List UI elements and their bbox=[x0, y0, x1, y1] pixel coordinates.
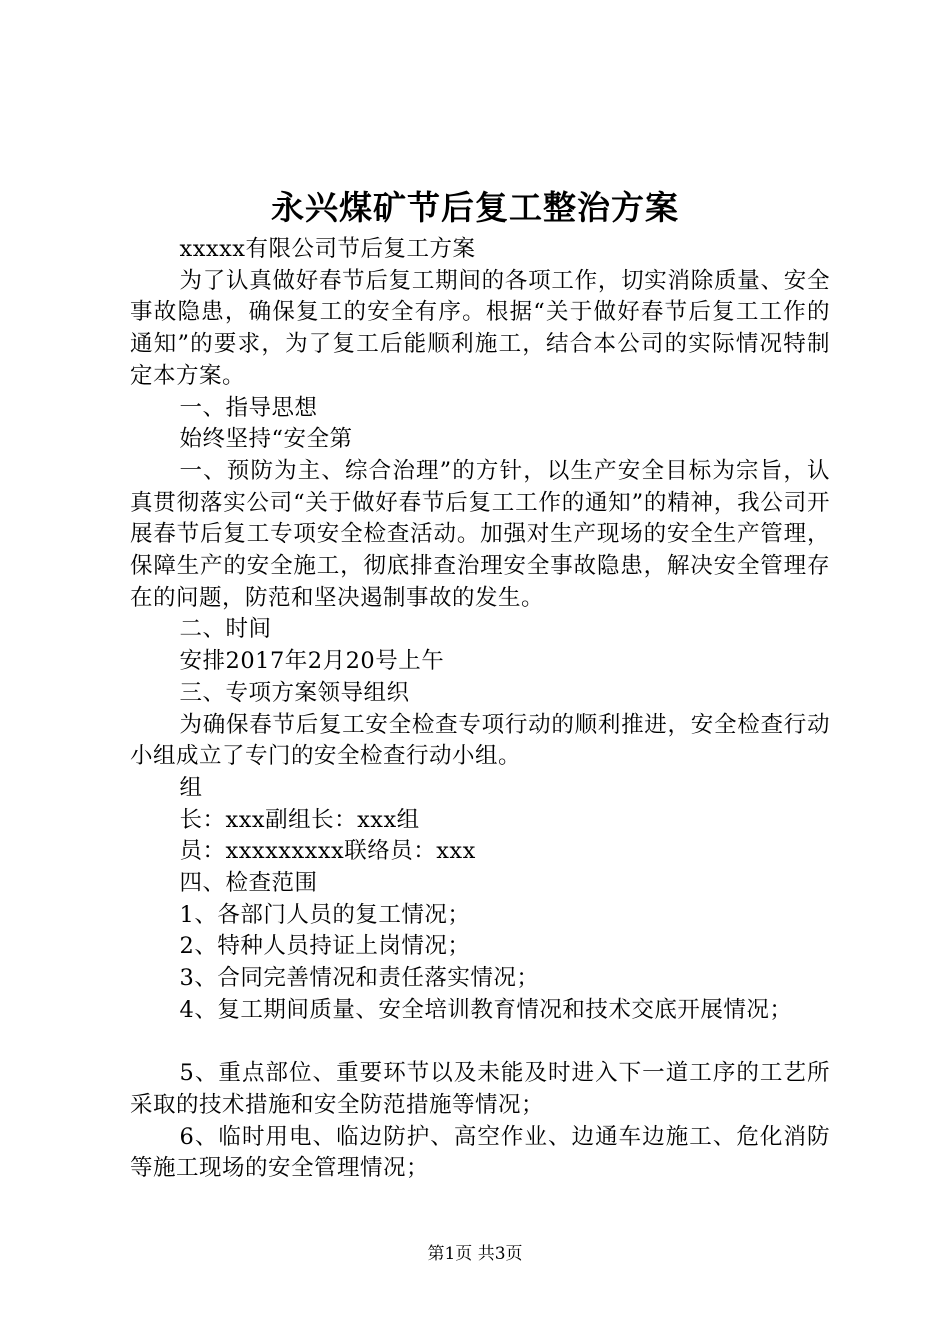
paragraph: 安排2017年2月20号上午 bbox=[179, 648, 445, 675]
paragraph: 长：xxx副组长：xxx组 bbox=[179, 806, 420, 833]
list-item: 4、复工期间质量、安全培训教育情况和技术交底开展情况； bbox=[179, 996, 793, 1023]
paragraph: 为了认真做好春节后复工期间的各项工作，切实消除质量、安全事故隐患，确保复工的安全有序。根据“关于做好春节后复工工作的通知”的要求，为了复工后能顺利施工，结合本公司的实际情况特制定本方案。 bbox=[130, 267, 830, 389]
paragraph: 组 bbox=[179, 774, 203, 801]
document-body bbox=[130, 234, 830, 1185]
document-title: 永兴煤矿节后复工整治方案 bbox=[271, 188, 679, 227]
paragraph: 始终坚持“安全第 bbox=[179, 426, 353, 453]
section-heading: 三、专项方案领导组织 bbox=[179, 679, 410, 706]
section-heading: 二、时间 bbox=[179, 616, 272, 643]
blank-line bbox=[130, 1027, 830, 1059]
paragraph: 员：xxxxxxxxx联络员：xxx bbox=[179, 838, 476, 865]
list-item: 6、临时用电、临边防护、高空作业、边通车边施工、危化消防等施工现场的安全管理情况； bbox=[130, 1123, 830, 1182]
section-heading: 四、检查范围 bbox=[179, 870, 318, 897]
paragraph: 为确保春节后复工安全检查专项行动的顺利推进，安全检查行动小组成立了专门的安全检查行动小组。 bbox=[130, 711, 830, 770]
list-item: 1、各部门人员的复工情况； bbox=[179, 901, 471, 928]
list-item: 3、合同完善情况和责任落实情况； bbox=[179, 965, 540, 992]
paragraph: xxxxx有限公司节后复工方案 bbox=[179, 236, 476, 262]
list-item: 2、特种人员持证上岗情况； bbox=[179, 933, 471, 960]
paragraph: 一、预防为主、综合治理”的方针，以生产安全目标为宗旨，认真贯彻落实公司“关于做好春节后复工工作的通知”的精神，我公司开展春节后复工专项安全检查活动。加强对生产现场的安全生产管理，保障生产的安全施工，彻底排查治理安全事故隐患，解决安全管理存在的问题，防范和坚决遏制事故的发生。 bbox=[130, 457, 830, 611]
list-item: 5、重点部位、重要环节以及未能及时进入下一道工序的工艺所采取的技术措施和安全防范措施等情况； bbox=[130, 1060, 830, 1118]
section-heading: 一、指导思想 bbox=[179, 394, 318, 421]
page-footer: 第1页 共3页 bbox=[427, 1244, 523, 1264]
